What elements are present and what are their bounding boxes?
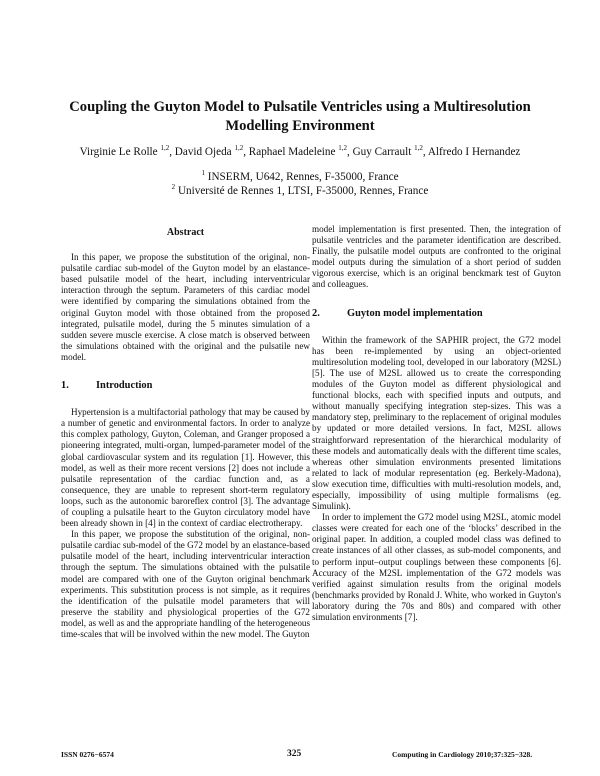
footer-issn: ISSN 0276−6574 (61, 750, 114, 759)
title-line-2: Modelling Environment (225, 118, 375, 134)
author-name: Raphael Madeleine (248, 146, 336, 158)
section-title: Guyton model implementation (347, 307, 483, 319)
author-name: David Ojeda (174, 146, 232, 158)
affiliation-2 (60, 184, 540, 198)
affiliation-text: Université de Rennes 1, LTSI, F-35000, Rennes, France (177, 185, 429, 197)
author-separator: , (422, 146, 428, 158)
title-line-1: Coupling the Guyton Model to Pulsatile Ventricles using a Multiresolution (69, 99, 531, 115)
intro-continuation: model implementation is first presented. Then, the integration of pulsatile ventricles and the parameter identification are described. Finally, the pulsatile model outputs are confronted to the original model outputs during the simulation of a short period of sudden vigorous exercise, which is an original benckmark test of Guyton and colleagues. (312, 224, 561, 290)
right-column (312, 224, 561, 623)
abstract-heading: Abstract (166, 227, 205, 238)
author-affiliation-marker: 1,2 (414, 144, 423, 152)
abstract-text: In this paper, we propose the substitution of the original, non-pulsatile cardiac sub-model of the Guyton model by an elastance-based pulsatile model of the heart, including interventricular interaction through the septum. Parameters of this cardiac model were identified by comparing the simulations obtained from the original Guyton model with those obtained from the proposed integrated, pulsatile model, during the 5 minutes simulation of a sudden severe muscle exercise. A close match is observed between the simulations obtained with the original and the pulsatile new model. (61, 252, 310, 362)
affiliation-marker: 2 (171, 183, 176, 191)
intro-paragraph-1: Hypertension is a multifactorial pathology that may be caused by a number of genetic and environmental factors. In order to analyze this complex pathology, Guyton, Coleman, and Granger proposed a pioneering integrated, multi-organ, lumped-parameter model of the global cardiovascular system and its regulation [1]. However, this model, as well as their more recent versions [2] does not include a pulsatile representation of the cardiac function and, as a consequence, they are unable to represent short-term regulatory loops, such as the autonomic baroreflex control [3]. The advantage of coupling a pulsatile heart to the Guyton circulatory model have been already shown in [4] in the context of cardiac electrotherapy. (61, 407, 310, 529)
guyton-paragraph-2: In order to implement the G72 model using M2SL, atomic model classes were created for each one of the ‘blocks’ described in the original paper. In addition, a coupled model class was defined to create instances of all other classes, as sub-model components, and to perform input–output couplings between these components [6]. Accuracy of the M2SL implementation of the G72 models was verified against simulation results from the original models (benchmarks provided by Ronald J. White, who worked in Guyton's laboratory during the 70s and 80s) and compared with other simulation environments [7]. (312, 512, 561, 622)
footer-page-number: 325 (287, 749, 302, 759)
author-affiliation-marker: 1,2 (160, 144, 170, 152)
section-heading-guyton-implementation (312, 308, 561, 319)
author-separator: , (243, 146, 249, 158)
author-separator: , (169, 146, 175, 158)
section-title: Introduction (96, 380, 153, 392)
section-number: 2. (312, 307, 320, 319)
author-name: Guy Carrault (352, 146, 412, 158)
section-heading-introduction (61, 380, 310, 391)
left-column (61, 224, 310, 640)
paper-title (40, 98, 560, 136)
affiliation-text: INSERM, U642, Rennes, F-35000, France (207, 171, 399, 183)
footer-journal-citation: Computing in Cardiology 2010;37:325−328. (392, 750, 533, 759)
author-list (30, 145, 570, 159)
author-affiliation-marker: 1,2 (338, 144, 347, 152)
guyton-paragraph-1: Within the framework of the SAPHIR project, the G72 model has been re-implemented by using an object-oriented multiresolution modeling tool, developed in our laboratory (M2SL) [5]. The use of M2SL allowed us to create the corresponding modules of the Guyton model as different physiological and functional blocks, each with specified inputs and outputs, and without manually specifying integration step-sizes. This was a mandatory step, preliminary to the replacement of original modules by updated or more detailed versions. In fact, M2SL allows straightforward representation of the hierarchical modularity of these models and automatically deals with the different time scales, whereas other simulation environments presented limitations related to lack of modular representation (eg. Berkely-Madona), slow execution time, difficulties with multi-resolution models, and, especially, impossibility of using multiple formalisms (eg. Simulink). (312, 334, 561, 512)
author-name: Alfredo I Hernandez (427, 146, 521, 158)
author-affiliation-marker: 1,2 (234, 144, 244, 152)
affiliation-1 (60, 170, 540, 184)
section-number: 1. (61, 380, 69, 392)
intro-paragraph-2: In this paper, we propose the substitution of the original, non-pulsatile cardiac sub-model of the G72 model by an elastance-based pulsatile model of the heart, including interventricular interaction through the septum. The simulations obtained with the pulsatile model are compared with one of the Guyton original benchmark experiments. This substitution process is not simple, as it requires the identification of the pulsatile model parameters that will preserve the stability and physiological properties of the G72 model, as well as and the appropriate handling of the heterogeneous time-scales that will be involved within the new model. The Guyton (61, 529, 310, 639)
author-separator: , (347, 146, 353, 158)
affiliation-marker: 1 (201, 169, 205, 177)
author-name: Virginie Le Rolle (79, 146, 158, 158)
